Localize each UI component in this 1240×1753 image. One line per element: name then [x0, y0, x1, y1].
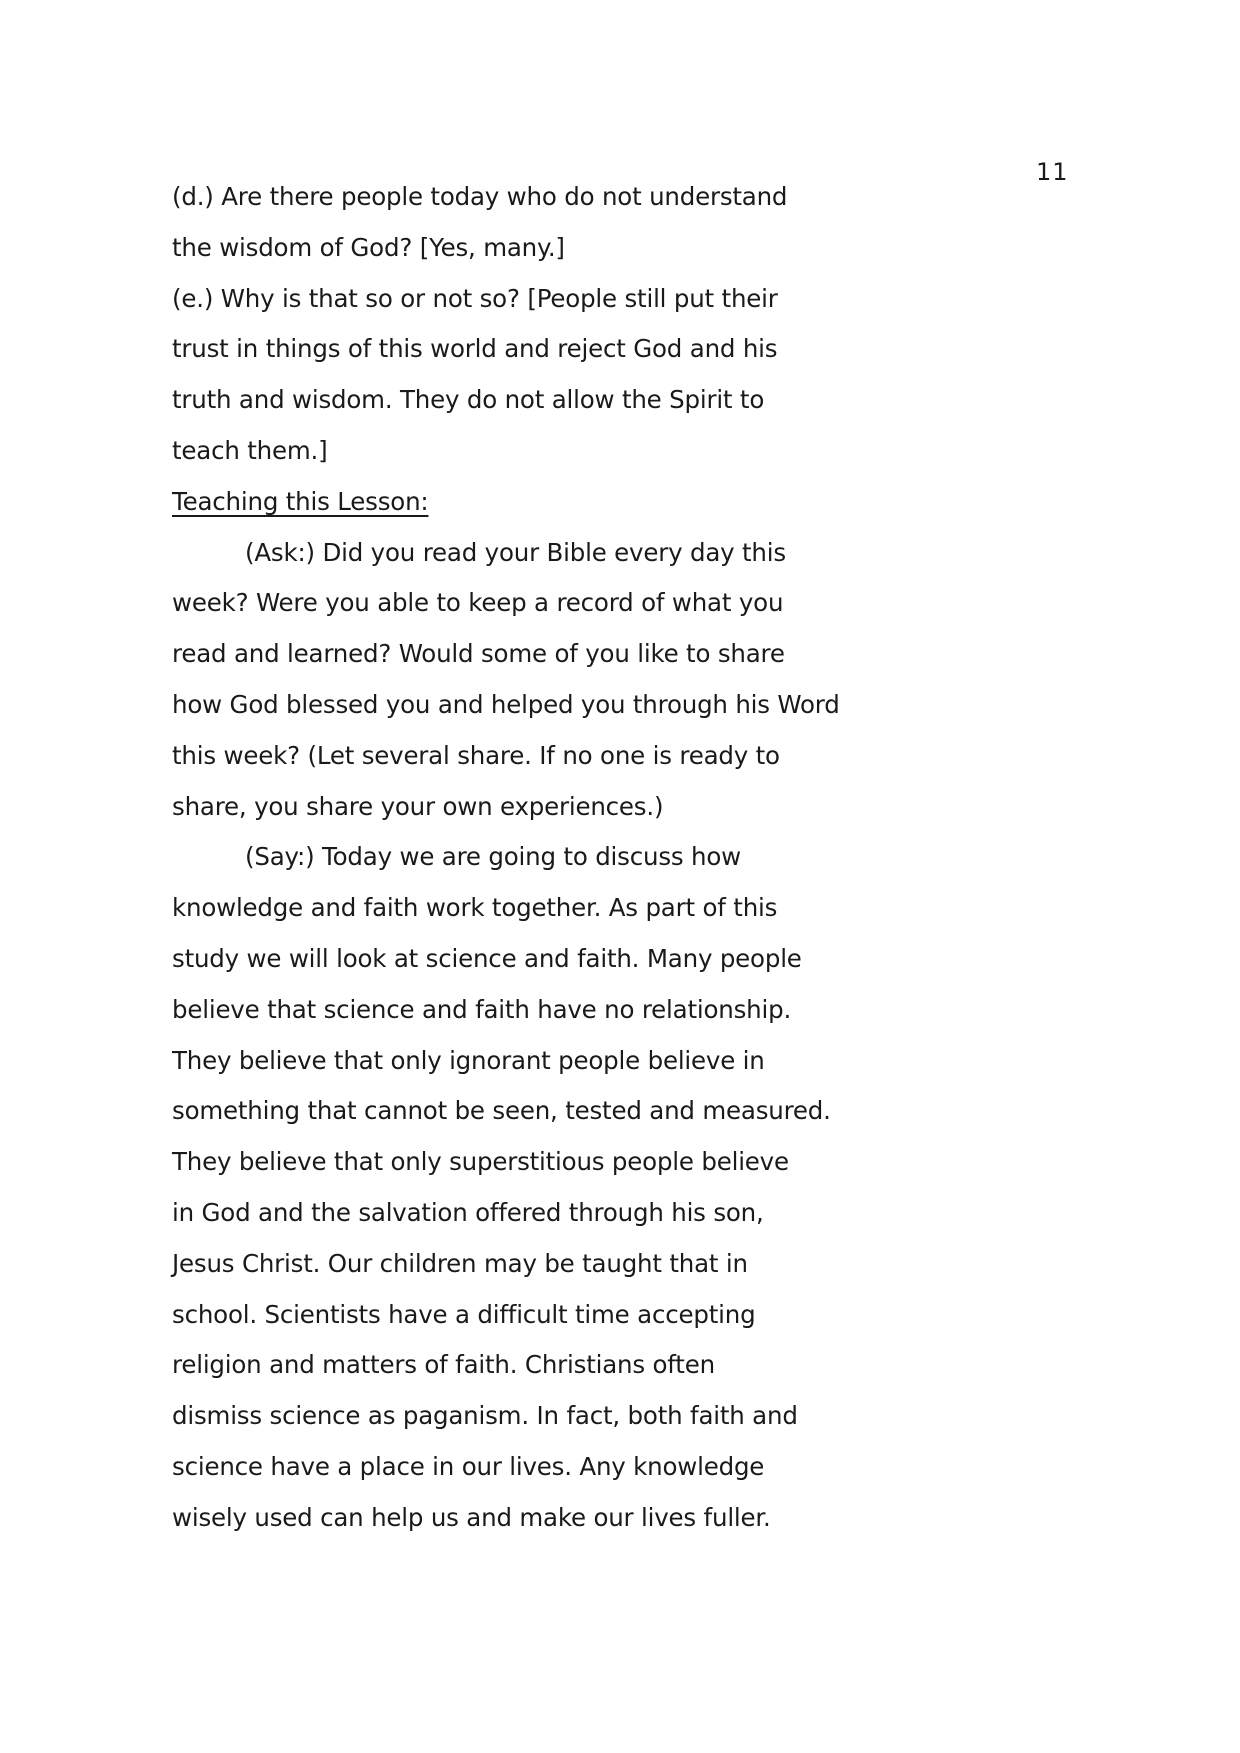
text-line: believe that science and faith have no relationship. — [172, 994, 792, 1024]
text-line: in God and the salvation offered through his son, — [172, 1197, 764, 1227]
text-line: study we will look at science and faith. Many people — [172, 943, 802, 973]
text-line: week? Were you able to keep a record of what you — [172, 588, 784, 618]
text-line: They believe that only ignorant people believe in — [172, 1045, 765, 1075]
text-line: share, you share your own experiences.) — [172, 791, 664, 821]
text-line: They believe that only superstitious people believe — [172, 1147, 789, 1177]
text-line: (Ask:) Did you read your Bible every day this — [245, 537, 786, 567]
text-line: the wisdom of God? [Yes, many.] — [172, 232, 565, 262]
text-line: read and learned? Would some of you like to share — [172, 639, 785, 669]
text-line: religion and matters of faith. Christians often — [172, 1350, 715, 1380]
section-heading: Teaching this Lesson: — [172, 486, 429, 516]
body-text — [172, 172, 840, 1544]
text-line: truth and wisdom. They do not allow the Spirit to — [172, 385, 765, 415]
text-line: (e.) Why is that so or not so? [People still put their — [172, 283, 778, 313]
text-line: science have a place in our lives. Any knowledge — [172, 1451, 765, 1481]
text-line: knowledge and faith work together. As part of this — [172, 893, 778, 923]
text-line: (Say:) Today we are going to discuss how — [245, 842, 741, 872]
text-line: teach them.] — [172, 435, 328, 465]
text-line: wisely used can help us and make our lives fuller. — [172, 1502, 771, 1532]
text-line: how God blessed you and helped you through his Word — [172, 689, 840, 719]
text-line: dismiss science as paganism. In fact, both faith and — [172, 1401, 798, 1431]
text-line: trust in things of this world and reject God and his — [172, 334, 778, 364]
page-number: 11 — [1036, 158, 1069, 186]
text-line: something that cannot be seen, tested and measured. — [172, 1096, 831, 1126]
text-line: this week? (Let several share. If no one is ready to — [172, 740, 780, 770]
text-line: school. Scientists have a difficult time accepting — [172, 1299, 756, 1329]
text-line: (d.) Are there people today who do not understand — [172, 182, 788, 211]
text-line: Jesus Christ. Our children may be taught that in — [172, 1248, 748, 1278]
